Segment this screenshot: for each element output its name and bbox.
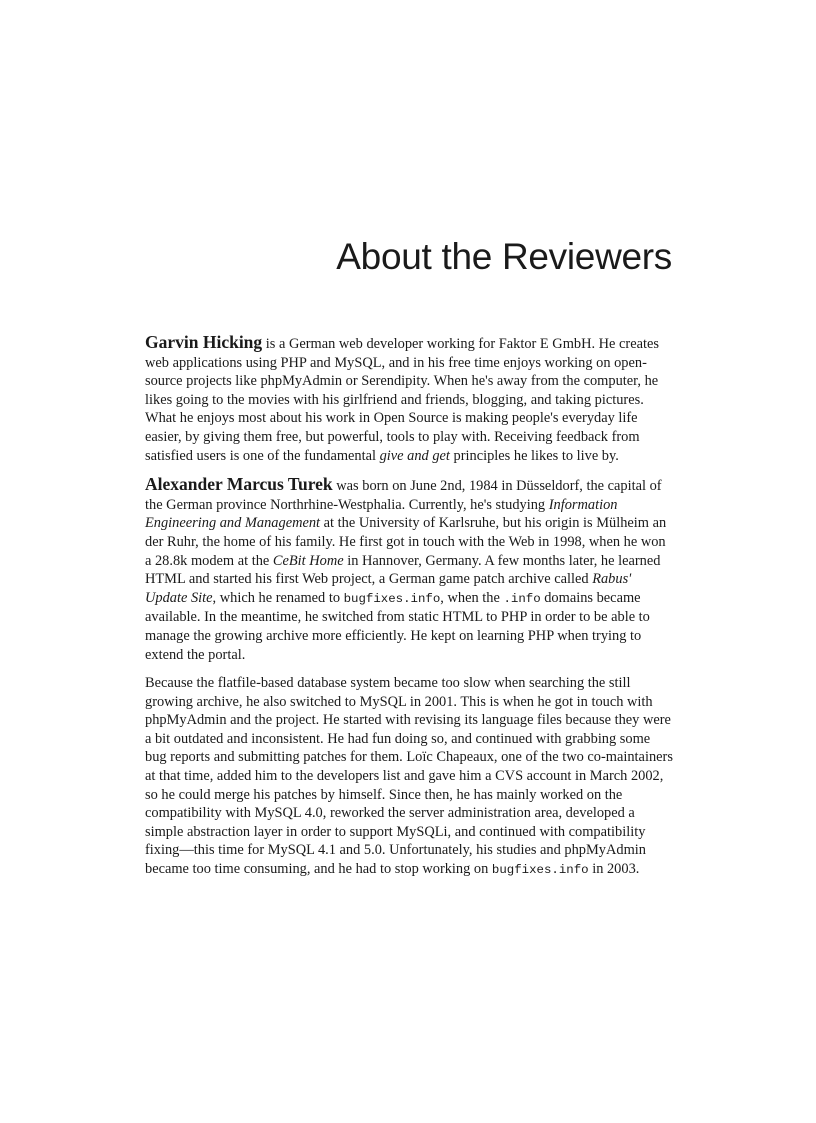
paragraph-text: , which he renamed to — [212, 589, 344, 606]
code-text: bugfixes.info — [491, 863, 589, 878]
paragraph-text: , when the — [440, 589, 504, 606]
page-title: About the Reviewers — [336, 236, 672, 277]
paragraph-text: domains became available. In the meantime, he switched from static HTML to PHP in order to be able to manage the growing archive more efficiently. He kept on learning PHP when trying to extend the portal. — [145, 589, 650, 663]
paragraph-alexander-turek — [145, 475, 675, 664]
code-text: bugfixes.info — [343, 591, 441, 606]
italic-text: give and get — [379, 447, 450, 464]
reviewer-name: Garvin Hicking — [145, 332, 263, 352]
italic-text: CeBit Home — [272, 552, 344, 569]
code-text: .info — [503, 591, 541, 606]
paragraph-text: Because the flatfile-based database system became too slow when searching the still growing archive, he also switched to MySQL in 2001. This is when he got in touch with phpMyAdmin and the project. He started with revising its language files because they were a bit outdated and inconsistent. He had fun doing so, and continued with grabbing some bug reports and submitting patches for them. Loïc Chapeaux, one of the two co-maintainers at that time, added him to the developers list and gave him a CVS account in March 2002, so he could merge his patches by himself. Since then, he has mainly worked on the compatibility with MySQL 4.0, reworked the server administration area, developed a simple abstraction layer in order to support MySQLi, and continued with compatibility fixing—this time for MySQL 4.1 and 5.0. Unfortunately, his studies and phpMyAdmin became too time consuming, and he had to stop working on — [145, 675, 673, 878]
paragraph-text: at the University of Karlsruhe, but his origin is Mülheim an der Ruhr, the home of his family. He first got in touch with the Web in 1998, when he won a 28.8k modem at the — [145, 515, 667, 569]
paragraph-text: in Hannover, Germany. A few months later, he learned HTML and started his first Web project, a German game patch archive called — [145, 552, 661, 588]
italic-text: Information Engineering and Management — [145, 496, 618, 532]
body-text — [145, 333, 675, 890]
paragraph-text: is a German web developer working for Faktor E GmbH. He creates web applications using PHP and MySQL, and in his free time enjoys working on open-source projects like phpMyAdmin or Serendipity. When he's away from the computer, he likes going to the movies with his girlfriend and friends, blogging, and taking pictures. What he enjoys most about his work in Open Source is making people's everyday life easier, by giving them free, but powerful, tools to play with. Receiving feedback from satisfied users is one of the fundamental — [145, 336, 659, 464]
paragraph-text: was born on June 2nd, 1984 in Düsseldorf, the capital of the German province Northrhine-Westphalia. Currently, he's studying — [145, 478, 662, 513]
paragraph-text: principles he likes to live by. — [449, 447, 619, 464]
reviewer-name: Alexander Marcus Turek — [145, 474, 333, 495]
paragraph-continuation — [145, 674, 675, 880]
paragraph-text: in 2003. — [588, 861, 640, 878]
italic-text: Rabus' Update Site — [145, 571, 632, 606]
paragraph-garvin-hicking — [145, 333, 675, 465]
